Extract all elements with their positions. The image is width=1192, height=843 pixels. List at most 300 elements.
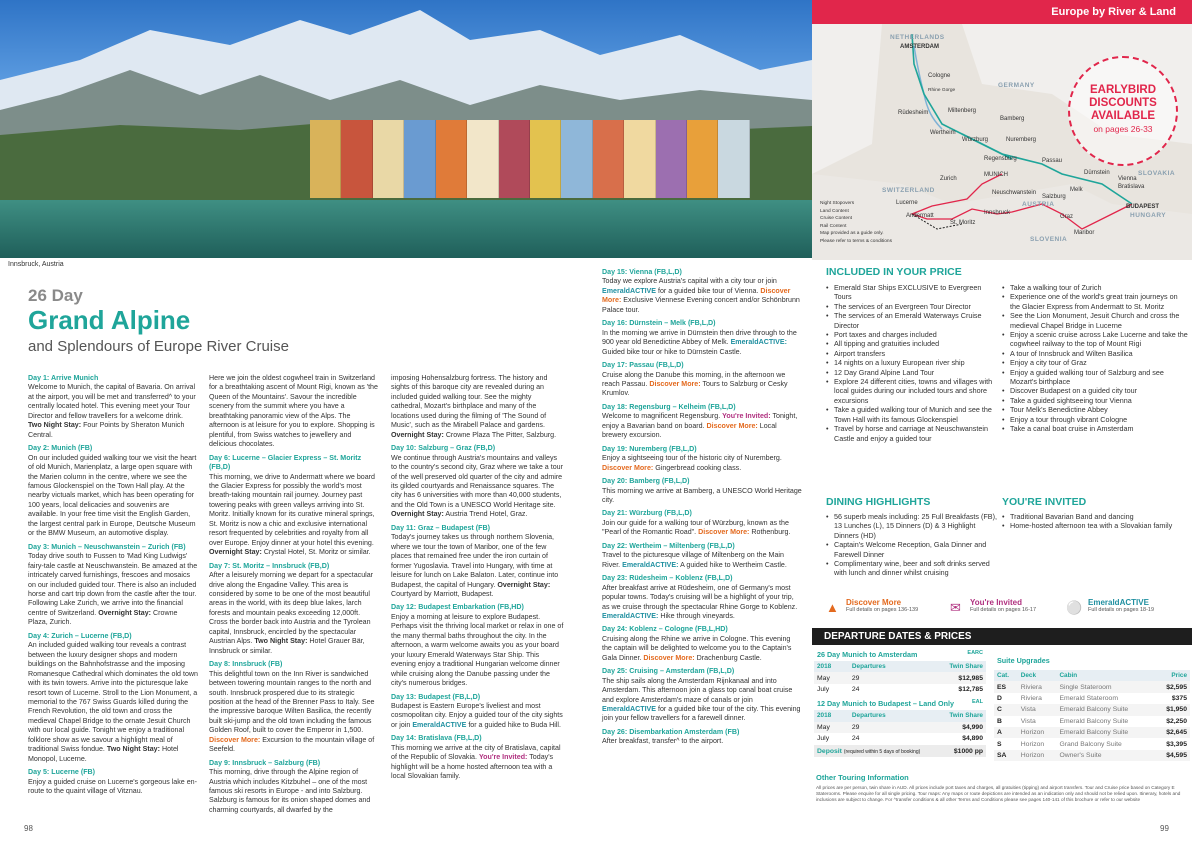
day-text: Today's journey takes us through northern Slovenia, where we tour the town of Maribor, one of the few places that remained free under the iron curtain of former Yugoslavia. Travel into Hungary, with time at leisure for lunch on Lake Balaton. Later, continue into Budapest, the capital of Hungary.: [391, 533, 559, 589]
dining-list: [826, 512, 998, 578]
day-heading: Day 1: Arrive Munich: [28, 374, 99, 382]
day-text: This morning we arrive at Bamberg, a UNESCO World Heritage city.: [602, 486, 802, 504]
table-cell: Horizon: [1018, 727, 1057, 738]
overnight-stay-label: Overnight Stay:: [391, 430, 444, 439]
map-city-bratislava: Bratislava: [1118, 184, 1145, 190]
map-city-zurich: Zurich: [940, 176, 957, 182]
list-item: • Take a canal boat cruise in Amsterdam: [1002, 424, 1188, 433]
emerald-active-text: for a guided bike tour of Vienna.: [658, 286, 759, 295]
table-header-cell: Cabin: [1056, 670, 1154, 681]
table-row: [994, 704, 1190, 715]
map-country-6: SLOVAKIA: [1138, 170, 1176, 177]
deposit-cell: [814, 745, 944, 756]
emerald-active-label: EmeraldACTIVE: [602, 286, 657, 295]
overnight-stay-label: Overnight Stay:: [497, 580, 551, 589]
table-cell: D: [994, 693, 1018, 704]
itinerary-day: [602, 542, 802, 570]
day-heading: Day 15: Vienna (FB,L,D): [602, 268, 682, 276]
list-item: • Tour Melk's Benedictine Abbey: [1002, 405, 1188, 414]
table-header-cell: Twin Share: [918, 661, 986, 672]
earlybird-line-2: DISCOUNTS: [1089, 97, 1157, 109]
departures-heading: DEPARTURE DATES & PRICES: [812, 628, 1192, 645]
legend-note-2: Please refer to terms & conditions: [820, 238, 892, 244]
day-text: Enjoy a morning at leisure to explore Budapest. Perhaps visit the thriving local market or relax in one of the many thermal baths throughout the city. In the afternoon, a warm welcome awaits you as your board your luxury Emerald Waterways Star Ship. This evening enjoy a traditional Hungarian welcome dinner while cruising along the Danube passing under the city's numerous bridges.: [391, 612, 564, 688]
map-country-1: NETHERLANDS: [890, 34, 945, 41]
day-text: The ship sails along the Amsterdam Rijnkanaal and into Amsterdam. This afternoon join a glass top canal boat cruise and explore Amsterdam's maze of canals or join: [602, 676, 793, 704]
day-heading: Day 5: Lucerne (FB): [28, 768, 96, 777]
invited-list: [1002, 512, 1188, 531]
discover-more-text: Rothenburg.: [751, 528, 791, 537]
discover-more-label: Discover More:: [706, 421, 758, 430]
day-text: Enjoy a guided cruise on Lucerne's gorgeous lake en-route to the quaint village of Vitznau.: [28, 777, 197, 796]
invited-heading: YOU'RE INVITED: [1002, 496, 1087, 508]
list-item: • Enjoy a city tour of Graz: [1002, 358, 1188, 367]
deposit-label: Deposit: [817, 747, 842, 755]
itinerary-day: [391, 524, 564, 600]
map-country-2: GERMANY: [998, 82, 1035, 89]
table-cell: Horizon: [1018, 738, 1057, 749]
table-cell: $3,395: [1155, 738, 1190, 749]
discover-more-text: Gingerbread cooking class.: [655, 463, 742, 472]
discover-more-text: Local brewery excursion.: [602, 421, 777, 440]
day-heading: Day 18: Regensburg – Kelheim (FB,L,D): [602, 402, 736, 411]
map-country-7: HUNGARY: [1130, 212, 1167, 219]
overnight-stay-label: Overnight Stay:: [98, 608, 152, 617]
day-text: This morning we arrive at the city of Bratislava, capital of the Republic of Slovakia.: [391, 743, 561, 762]
table-cell: C: [994, 704, 1018, 715]
day-text: Budapest is Eastern Europe's liveliest and most cosmopolitan city. Enjoy a guided tour of the city sights or join: [391, 701, 563, 729]
title-block: [28, 286, 289, 355]
list-item: • Experience one of the world's great train journeys on the Glacier Express from Andermatt to St. Moritz: [1002, 292, 1188, 311]
icon-note-active: Full details on pages 18-19: [1088, 607, 1155, 613]
map-city-bamberg: Bamberg: [1000, 116, 1025, 122]
day-text: Travel to the picturesque village of Miltenberg on the Main River.: [602, 551, 784, 569]
emerald-active-text: for a guided bike tour of the city. This evening join your fellow travellers for a farewell dinner.: [602, 705, 801, 723]
hero-photo: [0, 0, 812, 258]
suites-title: Suite Upgrades: [997, 656, 1050, 665]
overnight-stay-label: Overnight Stay:: [391, 510, 444, 519]
table-row: [994, 727, 1190, 738]
overnight-stay-text: Crystal Hotel, St. Moritz or similar.: [263, 548, 371, 557]
itinerary-day: [28, 632, 198, 764]
overnight-stay-text: Hotel Monopol, Lucerne.: [28, 745, 179, 763]
day-text: This delightful town on the Inn River is sandwiched between towering mountain ranges to the north and south. Innsbruck prospered due to its strategic position at the head of the Brenner Pass to Italy. See the impressive baroque Wilten Basilica, the recently built ski-jump and the old town including the famous Golden Roof, built to cover the Emperor in 1,500.: [209, 669, 375, 735]
emerald-active-icon: ⚪: [1066, 600, 1083, 615]
youre-invited-label: You're Invited:: [722, 412, 771, 421]
day-text: After breakfast arrive at Rüdesheim, one of Germany's most popular towns. Today's cruising will be a highlight of your trip, as we cruise through the spectacular Rhine Gorge to Koblenz.: [602, 583, 798, 611]
table-row: [994, 716, 1190, 727]
day-text: Today we explore Austria's capital with a city tour or join: [602, 277, 777, 286]
icon-label-discover: Discover More: [846, 598, 902, 607]
overnight-stay-text: Austria Trend Hotel, Graz.: [445, 510, 528, 519]
map-city-neuschwanstein: Neuschwanstein: [992, 190, 1037, 196]
day-text: Cruise along the Danube this morning, in the afternoon we reach Passau.: [602, 370, 786, 388]
map-city-rhine-gorge: Rhine Gorge: [928, 88, 956, 93]
table-cell: $1,950: [1155, 704, 1190, 715]
table-cell: Emerald Balcony Suite: [1056, 727, 1154, 738]
table-header-cell: Twin Share: [918, 710, 986, 721]
emerald-active-label: EmeraldACTIVE: [602, 705, 657, 714]
table-cell: Emerald Balcony Suite: [1056, 704, 1154, 715]
table-cell: July: [814, 684, 849, 695]
table-cell: $4,890: [918, 733, 986, 744]
table-cell: Grand Balcony Suite: [1056, 738, 1154, 749]
table-cell: May: [814, 722, 849, 733]
itinerary-column-3: [391, 374, 564, 786]
table-cell: $375: [1155, 693, 1190, 704]
emerald-active-text: for a guided hike to Buda Hill.: [468, 720, 561, 729]
day-text: Enjoy a sightseeing tour of the historic city of Nuremberg.: [602, 454, 782, 463]
table-cell: Riviera: [1018, 681, 1057, 692]
list-item: • Enjoy a tour through vibrant Cologne: [1002, 415, 1188, 424]
price-table-1: [814, 650, 986, 757]
other-info: [816, 773, 1186, 804]
earlybird-line-1: EARLYBIRD: [1089, 84, 1157, 96]
day-heading: Day 3: Munich – Neuschwanstein – Zurich (FB): [28, 542, 186, 551]
itinerary-day: [391, 444, 564, 520]
list-item: • All tipping and gratuities included: [826, 339, 998, 348]
day-text: This morning, drive through the Alpine region of Austria which includes Kitzbuhel – one of the most famous ski resorts in Europe - and into Salzburg. Salzburg is famous for its onion shaped domes and charming courtyards, all dwarfed by the: [209, 768, 371, 814]
table-row: [994, 693, 1190, 704]
day-heading: Day 8: Innsbruck (FB): [209, 660, 283, 669]
emerald-active-label: EmeraldACTIVE:: [622, 560, 679, 569]
included-list-left: [826, 283, 998, 443]
map-country-5: SLOVENIA: [1030, 236, 1068, 243]
emerald-active-label: EmeraldACTIVE:: [602, 611, 659, 620]
map-city-munich: MUNICH: [984, 172, 1008, 178]
icon-note-invited: Full details on pages 16-17: [970, 607, 1037, 613]
list-item: • Enjoy a scenic cruise across Lake Lucerne and take the cogwheel railway to the top of Mount Rigi: [1002, 330, 1188, 349]
table-cell: Vista: [1018, 704, 1057, 715]
other-heading: Other Touring Information: [816, 773, 909, 782]
legend-note-1: Map provided as a guide only.: [820, 231, 884, 236]
table-cell: May: [814, 672, 849, 683]
map-city-maribor: Maribor: [1074, 230, 1095, 236]
emerald-active-label: EmeraldACTIVE:: [730, 338, 787, 347]
table-cell: $4,595: [1155, 750, 1190, 761]
day-heading: Day 2: Munich (FB): [28, 444, 93, 453]
legend-rail-content: Rail Content: [820, 223, 847, 229]
list-item: • Port taxes and charges included: [826, 330, 998, 339]
colourful-houses: [310, 120, 750, 198]
map-city-budapest: BUDAPEST: [1126, 204, 1160, 210]
map-city-durnstein: Dürnstein: [1084, 170, 1110, 176]
title-days: 26 Day: [28, 286, 83, 305]
map-city-wertheim: Wertheim: [930, 130, 956, 136]
list-item: • Discover Budapest on a guided city tour: [1002, 386, 1188, 395]
discover-more-label: Discover More:: [602, 463, 654, 472]
discover-more-label: Discover More:: [649, 379, 701, 388]
table2-title: 12 Day Munich to Budapest – Land Only: [817, 699, 954, 709]
legend-night-stopovers: Night Stopovers: [820, 201, 855, 206]
discover-more-text: Exclusive Viennese Evening concert and/or Schönbrunn Palace tour.: [602, 296, 800, 314]
day-text: Today drive south to Fussen to 'Mad King Ludwigs' fairy-tale castle at Neuschwanstein. Be amazed at the intricately carved furnishings, frescoes and mosaics on our included guided tour. There is also an included horse and cart trip down from the castle after the tour. Following Lake Zurich, we arrive into the financial centre of Switzerland.: [28, 552, 198, 617]
map-city-regensburg: Regensburg: [984, 156, 1017, 162]
day-text: This morning, we drive to Andermatt where we board the Glacier Express for possibly the world's most breath-taking mountain rail journey. Journey past towering peaks with green valleys arriving into St. Moritz. Initially known for its curative mineral springs, St. Moritz is now a chic and exclusive international resort frequented by celebrities and royalty from all over Europe. Enjoy dinner at your hotel this evening.: [209, 472, 375, 547]
table-cell: Owner's Suite: [1056, 750, 1154, 761]
table-cell: ES: [994, 681, 1018, 692]
included-heading: INCLUDED IN YOUR PRICE: [826, 266, 962, 278]
day-text: imposing Hohensalzburg fortress. The history and sights of this baroque city are revealed during an included guided walking tour. See the mighty cathedral, Mozart's birthplace and many of the locations used during the filming of 'The Sound of Music', such as the Mirabell Palace and gardens.: [391, 374, 548, 430]
overnight-stay-label: Overnight Stay:: [209, 548, 262, 557]
discover-more-text: Excursion to the mountain village of Seefeld.: [209, 735, 375, 754]
table-row: [814, 684, 986, 695]
day-text: After breakfast, transfer^ to the airport.: [602, 737, 724, 746]
day-heading: Day 23: Rüdesheim – Koblenz (FB,L,D): [602, 574, 733, 583]
table-header-cell: 2018: [814, 710, 849, 721]
youre-invited-label: You're Invited:: [478, 753, 528, 762]
title-main: Grand Alpine: [28, 305, 191, 335]
itinerary-day: [602, 319, 802, 357]
day-text: Welcome to magnificent Regensburg.: [602, 412, 721, 421]
map-country-3: SWITZERLAND: [882, 187, 935, 194]
itinerary-day: [602, 361, 802, 399]
itinerary-day: [28, 374, 198, 440]
itinerary-day: [28, 543, 198, 628]
page-number-right: 99: [1160, 824, 1169, 833]
list-item: • Airport transfers: [826, 349, 998, 358]
activity-icons-row: [818, 598, 1190, 620]
page-number-left: 98: [24, 824, 33, 833]
list-item: • See the Lion Monument, Jesuit Church and cross the medieval Chapel Bridge in Lucerne: [1002, 311, 1188, 330]
day-heading: Day 26: Disembarkation Amsterdam (FB): [602, 727, 740, 736]
list-item: • The services of an Emerald Waterways Cruise Director: [826, 311, 998, 330]
itinerary-day: [28, 444, 198, 539]
itinerary-day: [602, 625, 802, 663]
map-city-rudesheim: Rüdesheim: [898, 110, 929, 116]
list-item: • Complimentary wine, beer and soft drinks served with lunch and dinner whilst cruising: [826, 559, 998, 578]
deposit-note: (required within 5 days of booking): [843, 748, 921, 755]
day-text: Here we join the oldest cogwheel train in Switzerland for a breathtaking ascent of Mount Rigi, known as 'the Queen of the Mountains'. Savour the incredible scenery from the summit where you have a breathtaking panoramic view of the Alps. The afternoon is at leisure for you to explore. Shopping is plentiful, from Swiss watches to jewellery and delicious chocolates.: [209, 374, 378, 449]
day-heading: Day 20: Bamberg (FB,L,D): [602, 477, 690, 486]
map-city-andermatt: Andermatt: [906, 213, 934, 219]
photo-caption: Innsbruck, Austria: [8, 261, 64, 268]
day-text: On our included guided walking tour we visit the heart of old Munich, Marienplatz, a large open square with the Marien column in the centre, where we see the famous Glockenspiel on the Town Hall play. At the nearby victuals market, which has been operating for 100 years, local delicacies and souvenirs are available. In your free time visit the English Garden, the largest central park in Europe, Deutsche Museum or the BMW Museum, an automotive display.: [28, 453, 197, 538]
overnight-stay-label: Two Night Stay:: [254, 637, 308, 646]
map-city-passau: Passau: [1042, 158, 1063, 164]
table1-code: EARC: [967, 650, 983, 656]
list-item: • Home-hosted afternoon tea with a Slovakian family: [1002, 521, 1188, 530]
itinerary-day: [209, 374, 380, 450]
river-inn: [0, 200, 812, 258]
map-city-vienna: Vienna: [1118, 176, 1137, 182]
deposit-value: $1000 pp: [944, 745, 986, 756]
youre-invited-text: Tonight, enjoy a Bavarian band on board.: [602, 412, 798, 430]
table-header-cell: Cat.: [994, 670, 1018, 681]
list-item: • A tour of Innsbruck and Wilten Basilica: [1002, 349, 1188, 358]
emerald-active-text: A guided hike to Wertheim Castle.: [680, 560, 787, 569]
table-cell: Vista: [1018, 716, 1057, 727]
youre-invited-icon: ✉: [950, 600, 961, 615]
icon-item-active: [1066, 598, 1154, 613]
overnight-stay-label: Two Night Stay:: [28, 421, 82, 430]
table-cell: 24: [849, 684, 918, 695]
table-header-cell: Departures: [849, 661, 918, 672]
itinerary-day: [602, 728, 802, 747]
itinerary-day: [391, 374, 564, 440]
table-cell: $2,250: [1155, 716, 1190, 727]
map-city-cologne: Cologne: [928, 73, 951, 79]
table-cell: Horizon: [1018, 750, 1057, 761]
day-text: Welcome to Munich, the capital of Bavaria. On arrival at the airport, you will be met and transferred^ to your centrally located hotel. This evening meet your Tour Director and fellow travellers for a welcome drink.: [28, 383, 196, 420]
itinerary-column-2: [209, 374, 380, 819]
table-header-cell: Price: [1155, 670, 1190, 681]
table-cell: Emerald Balcony Suite: [1056, 716, 1154, 727]
table-row: [994, 681, 1190, 692]
itinerary-day: [602, 667, 802, 724]
itinerary-day: [391, 734, 564, 781]
list-item: • Traditional Bavarian Band and dancing: [1002, 512, 1188, 521]
icon-label-invited: You're Invited: [970, 598, 1022, 607]
day-heading: Day 16: Dürnstein – Melk (FB,L,D): [602, 319, 716, 328]
table-cell: S: [994, 738, 1018, 749]
icon-note-discover: Full details on pages 136-139: [846, 607, 919, 613]
map-city-amsterdam: AMSTERDAM: [900, 44, 939, 50]
itinerary-day: [602, 403, 802, 441]
day-text: Join our guide for a walking tour of Würzburg, known as the "Pearl of the Romantic Road".: [602, 518, 789, 537]
table-cell: 29: [849, 722, 918, 733]
list-item: • Travel by horse and carriage at Neuschwanstein Castle and enjoy a guided tour: [826, 424, 998, 443]
overnight-stay-text: Courtyard by Marriott, Budapest.: [391, 589, 494, 598]
other-text: All prices are per person, twin share in AUD. All prices include port taxes and charges, all gratuities (tipping) and airport transfers. Tour and Cruise price based on Category E Staterooms. Please enquire for all single pricing. Tour maps: Any maps or route depictions are intended as an indication only and should not be relied upon. Itinerary, hotels and inclusions are subject to change. For ^transfer conditions & all other Terms and Conditions please see pages 140-141 of this brochure or refer to our website: [816, 785, 1181, 803]
table-cell: A: [994, 727, 1018, 738]
overnight-stay-text: Crowne Plaza The Pitter, Salzburg.: [445, 430, 557, 439]
discover-more-label: Discover More:: [209, 735, 261, 744]
table-cell: B: [994, 716, 1018, 727]
itinerary-day: [602, 445, 802, 473]
day-heading: Day 21: Würzburg (FB,L,D): [602, 509, 692, 518]
table-cell: $12,785: [918, 684, 986, 695]
day-heading: Day 6: Lucerne – Glacier Express – St. Moritz (FB,D): [209, 453, 362, 472]
map-city-melk: Melk: [1070, 187, 1083, 193]
table-row: [814, 672, 986, 683]
section-banner: Europe by River & Land: [812, 0, 1192, 24]
map-legend: [820, 200, 892, 245]
itinerary-day: [391, 693, 564, 731]
day-heading: Day 9: Innsbruck – Salzburg (FB): [209, 758, 321, 767]
list-item: • Take a walking tour of Zurich: [1002, 283, 1188, 292]
list-item: • 56 superb meals including: 25 Full Breakfasts (FB), 13 Lunches (L), 15 Dinners (D) & 3 Highlight Dinners (HD): [826, 512, 998, 540]
table2-code: EAL: [972, 699, 983, 706]
day-heading: Day 11: Graz – Budapest (FB): [391, 523, 490, 532]
discover-more-label: Discover More:: [698, 528, 750, 537]
table-cell: Single Stateroom: [1056, 681, 1154, 692]
day-text: Cruising along the Rhine we arrive in Cologne. This evening the captain will be delighted to welcome you to the Captain's Gala Dinner.: [602, 634, 792, 662]
itinerary-day: [209, 562, 380, 657]
day-text: An included guided walking tour reveals a contrast between the luxury designer shops and modern buildings on the Bahnhofstrasse and the imposing Romanesque Cathedral which dominates the old town with its twin towers. Arrive into the picturesque lake resort town of Lucerne. Stroll to the Lion Monument, a memorial to the 767 Swiss Guards killed during the French Revolution, the old town and cross the medieval Chapel Bridge to the ornate Jesuit Church with our local guide. Tonight we enjoy a traditional folklore show as we savour a highlight meal of traditional Swiss fondue.: [28, 641, 198, 754]
day-heading: Day 14: Bratislava (FB,L,D): [391, 734, 482, 743]
table-cell: $2,645: [1155, 727, 1190, 738]
itinerary-day: [209, 759, 380, 816]
table-cell: $2,595: [1155, 681, 1190, 692]
discover-more-label: Discover More:: [643, 653, 695, 662]
day-heading: Day 22: Wertheim – Miltenberg (FB,L,D): [602, 541, 735, 550]
map-city-lucerne: Lucerne: [896, 200, 918, 206]
table-row: [994, 750, 1190, 761]
itinerary-day: [28, 768, 198, 796]
map-city-salzburg: Salzburg: [1042, 194, 1066, 200]
included-list-right: [1002, 283, 1188, 434]
earlybird-badge: [1068, 56, 1178, 166]
emerald-active-text: Hike through vineyards.: [660, 611, 735, 620]
overnight-stay-label: Two Night Stay:: [106, 745, 160, 754]
list-item: • The services of an Evergreen Tour Director: [826, 302, 998, 311]
itinerary-day: [209, 454, 380, 558]
list-item: • Explore 24 different cities, towns and villages with local guides during our included tours and shore excursions: [826, 377, 998, 405]
title-subtitle: and Splendours of Europe River Cruise: [28, 338, 289, 355]
overnight-stay-text: Crowne Plaza, Zurich.: [28, 608, 178, 627]
suite-upgrades: [994, 650, 1190, 761]
day-heading: Day 4: Zurich – Lucerne (FB,D): [28, 631, 132, 640]
legend-land-content: Land Content: [820, 208, 849, 214]
map-city-st-moritz: St. Moritz: [950, 220, 976, 226]
map-city-nuremberg: Nuremberg: [1006, 137, 1037, 143]
table-cell: Riviera: [1018, 693, 1057, 704]
table-cell: July: [814, 733, 849, 744]
overnight-stay-text: Four Points by Sheraton Munich Central.: [28, 421, 185, 439]
list-item: • Emerald Star Ships EXCLUSIVE to Evergreen Tours: [826, 283, 998, 302]
table-row: [814, 722, 986, 733]
table-header-cell: Deck: [1018, 670, 1057, 681]
emerald-active-label: EmeraldACTIVE: [412, 720, 467, 729]
itinerary-day: [391, 603, 564, 688]
day-text: We continue through Austria's mountains and valleys to the country's second city, Graz where we take a tour of the well preserved old quarter of the city and admire its gilded courtyards and Renaissance squares. The city has 6 universities with more than 40,000 students, and the Old Town is a UNESCO World Heritage site.: [391, 453, 563, 509]
day-heading: Day 13: Budapest (FB,L,D): [391, 692, 481, 701]
table-cell: 24: [849, 733, 918, 744]
emerald-active-text: Guided bike tour or hike to Dürnstein Castle.: [602, 347, 742, 356]
day-heading: Day 17: Passau (FB,L,D): [602, 361, 684, 370]
map-country-4: AUSTRIA: [1022, 201, 1055, 208]
day-text: In the morning we arrive in Dürnstein then drive through to the 900 year old Benedictine Abbey of Melk.: [602, 328, 797, 347]
day-heading: Day 25: Cruising – Amsterdam (FB,L,D): [602, 667, 735, 676]
itinerary-column-1: [28, 374, 198, 800]
table-cell: Emerald Stateroom: [1056, 693, 1154, 704]
icon-item-discover: [826, 598, 918, 613]
itinerary-day: [602, 574, 802, 621]
discover-more-icon: ▲: [826, 600, 839, 615]
table-header-cell: Departures: [849, 710, 918, 721]
list-item: • Enjoy a guided walking tour of Salzburg and see Mozart's birthplace: [1002, 368, 1188, 387]
list-item: • 12 Day Grand Alpine Land Tour: [826, 368, 998, 377]
itinerary-day: [602, 268, 802, 315]
route-map: [812, 24, 1192, 260]
earlybird-pages: on pages 26-33: [1093, 124, 1153, 134]
discover-more-text: Drachenburg Castle.: [696, 653, 762, 662]
list-item: • Take a guided sightseeing tour Vienna: [1002, 396, 1188, 405]
day-heading: Day 19: Nuremberg (FB,L,D): [602, 444, 697, 453]
table1-title: 26 Day Munich to Amsterdam: [817, 650, 918, 659]
itinerary-day: [602, 509, 802, 537]
table-cell: 29: [849, 672, 918, 683]
discover-more-label: Discover More:: [602, 286, 791, 305]
map-city-graz: Graz: [1060, 214, 1074, 220]
table-header-cell: 2018: [814, 661, 849, 672]
table-cell: SA: [994, 750, 1018, 761]
day-heading: Day 7: St. Moritz – Innsbruck (FB,D): [209, 561, 330, 570]
day-heading: Day 24: Koblenz – Cologne (FB,L,HD): [602, 625, 728, 634]
map-city-innsbruck: Innsbruck: [984, 210, 1011, 216]
icon-label-active: EmeraldACTIVE: [1088, 598, 1149, 607]
list-item: • Take a guided walking tour of Munich and see the Town Hall with its famous Glockenspiel: [826, 405, 998, 424]
table-row: [814, 733, 986, 744]
legend-cruise-content: Cruise Content: [820, 216, 852, 221]
discover-more-text: Tours to Salzburg or Cesky Krumlov.: [602, 379, 788, 398]
earlybird-line-3: AVAILABLE: [1090, 110, 1156, 122]
table-cell: $4,990: [918, 722, 986, 733]
itinerary-day: [209, 660, 380, 755]
list-item: • 14 nights on a luxury European river ship: [826, 358, 998, 367]
icon-item-invited: [950, 598, 1036, 613]
